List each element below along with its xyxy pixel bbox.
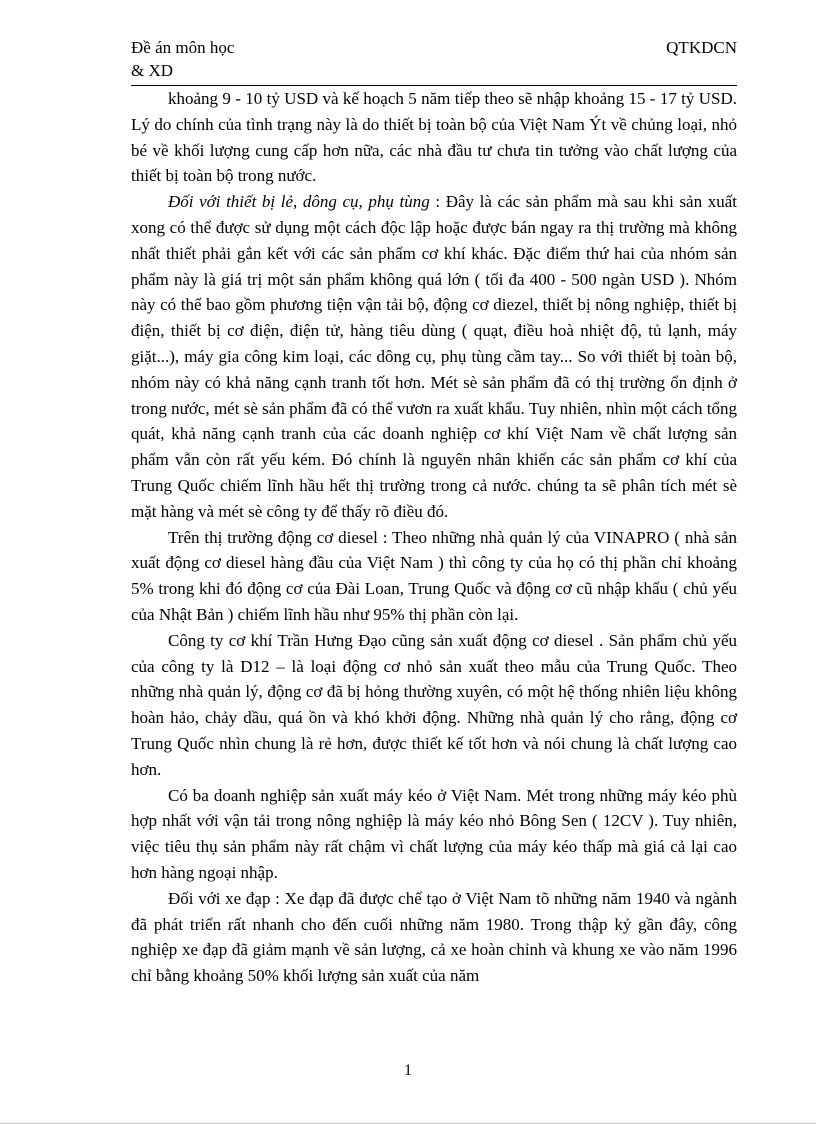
paragraph <box>131 86 737 189</box>
header-title-right: QTKDCN <box>666 38 737 57</box>
page-header <box>131 36 737 86</box>
paragraph-text: khoảng 9 - 10 tỷ USD và kế hoạch 5 năm tiếp theo sẽ nhập khoảng 15 - 17 tỷ USD. Lý do chính của tình trạng này là do thiết bị toàn bộ của Việt Nam Ýt về chủng loại, nhỏ bé về khối lượng cung cấp hơn nữa, các nhà đầu tư chưa tin tưởng vào chất lượng của thiết bị toàn bộ trong nước. <box>131 89 737 186</box>
paragraph <box>131 189 737 524</box>
paragraph-lead-italic: Đối với thiết bị lẻ, dông cụ, phụ tùng <box>168 192 430 212</box>
header-line <box>131 36 737 59</box>
document-body <box>131 86 737 989</box>
page-number: 1 <box>404 1062 412 1079</box>
paragraph-text: Đối với xe đạp : Xe đạp đã được chế tạo ở Việt Nam tõ những năm 1940 và ngành đã phát triển rất nhanh cho đến cuối những năm 1980. Trong thập kỷ gần đây, công nghiệp xe đạp đã giảm mạnh về sản lượng, cả xe hoàn chỉnh và khung xe vào năm 1996 chỉ bằng khoảng 50% khối lượng sản xuất của năm <box>131 888 737 986</box>
paragraph <box>131 628 737 783</box>
paragraph-text: Có ba doanh nghiệp sản xuất máy kéo ở Việt Nam. Mét trong những máy kéo phù hợp nhất với vận tải trong nông nghiệp là máy kéo nhỏ Bông Sen ( 12CV ). Tuy nhiên, việc tiêu thụ sản phẩm này rất chậm vì chất lượng của máy kéo thấp mà giá cả lại cao hơn hàng ngoại nhập. <box>131 785 737 882</box>
header-subtitle: & XD <box>131 61 174 80</box>
paragraph-text: Trên thị trường động cơ diesel : Theo những nhà quản lý của VINAPRO ( nhà sản xuất động cơ diesel hàng đầu của Việt Nam ) thì công ty của họ có thị phần chỉ khoảng 5% trong khi đó động cơ của Đài Loan, Trung Quốc và động cơ cũ nhập khẩu ( chủ yếu của Nhật Bản ) chiếm lĩnh hầu như 95% thị phần còn lại. <box>131 527 737 624</box>
paragraph <box>131 783 737 886</box>
header-title-left: Đề án môn học <box>131 38 235 57</box>
page-footer <box>0 1062 816 1080</box>
paragraph-text: : Đây là các sản phẩm mà sau khi sản xuất xong có thể được sử dụng một cách độc lập hoặc được bán ngay ra thị trường mà không nhất thiết phải gắn kết với các sản phẩm cơ khí khác. Đặc điểm thứ hai của nhóm sản phẩm này là giá trị một sản phẩm không quá lớn ( tối đa 400 - 500 ngàn USD ). Nhóm này có thể bao gồm phương tiện vận tải bộ, động cơ diezel, thiết bị nông nghiệp, thiết bị điện, thiết bị cơ điện, điện tử, hàng tiêu dùng ( quạt, điều hoà nhiệt độ, tủ lạnh, máy giặt...), máy gia công kim loại, các dông cụ, phụ tùng cầm tay... So với thiết bị toàn bộ, nhóm này có khả năng cạnh tranh tốt hơn. Mét sè sản phẩm đã có thị trường ổn định ở trong nước, mét sè sản phẩm đã có thể vươn ra xuất khẩu. Tuy nhiên, nhìn một cách tổng quát, khả năng cạnh tranh của các doanh nghiệp cơ khí Việt Nam về chất lượng sản phẩm vẫn còn rất yếu kém. Đó chính là nguyên nhân khiến các sản phẩm cơ khí của Trung Quốc chiếm lĩnh hầu hết thị trường trong cả nước. chúng ta sẽ phân tích mét sè mặt hàng và mét sè công ty để thấy rõ điều đó. <box>131 192 737 521</box>
paragraph <box>131 886 737 989</box>
paragraph-text: Công ty cơ khí Trần Hưng Đạo cũng sản xuất động cơ diesel . Sản phẩm chủ yếu của công ty là D12 – là loại động cơ nhỏ sản xuất theo mẫu của Trung Quốc. Theo những nhà quản lý, động cơ đã bị hỏng thường xuyên, có một hệ thống nhiên liệu không hoàn hảo, chảy dầu, quá ồn và khó khởi động. Những nhà quản lý cho rằng, động cơ Trung Quốc nhìn chung là rẻ hơn, được thiết kế tốt hơn và nói chung là chất lượng cao hơn. <box>131 630 737 779</box>
paragraph <box>131 525 737 628</box>
